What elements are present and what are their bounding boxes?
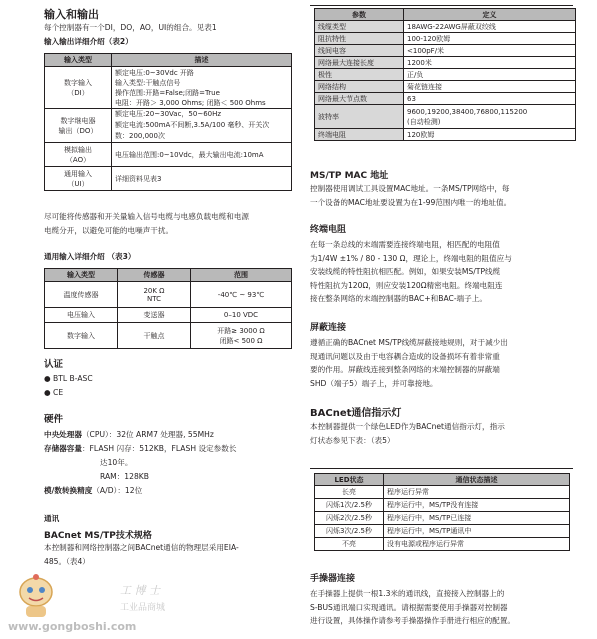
table-row xyxy=(315,486,570,499)
table-row xyxy=(315,105,576,129)
cell: 闪烁2次/2.5秒 xyxy=(315,512,384,525)
cell: 数字继电器 xyxy=(60,116,96,125)
cell: 变送器 xyxy=(143,311,165,319)
cell: <100pF/米 xyxy=(404,45,576,57)
table-row xyxy=(45,143,292,167)
cell: 阻抗特性 xyxy=(315,33,404,45)
table-row xyxy=(315,93,576,105)
robot-mascot-icon xyxy=(8,572,64,620)
cell: 63 xyxy=(404,93,576,105)
cell: 0–10 VDC xyxy=(223,311,259,319)
sensor-paragraph xyxy=(44,210,249,238)
cell: 线缆类型 xyxy=(315,21,404,33)
cell: （UI） xyxy=(67,179,89,188)
cell: 输入类型:干触点信号 xyxy=(115,78,181,87)
table-row xyxy=(45,323,292,349)
hand-operator-title: 手操器连接 xyxy=(310,574,356,584)
cell: 菊花链连接 xyxy=(404,81,576,93)
termination-title: 终端电阻 xyxy=(310,225,347,235)
cell: 电压输出范围:0~10Vdc，最大输出电流:10mA xyxy=(115,150,264,159)
led-text xyxy=(310,420,505,447)
cell: 网络最大连接长度 xyxy=(315,57,404,69)
table-row xyxy=(315,21,576,33)
cell: 温度传感器 xyxy=(45,282,118,308)
col-header: LED状态 xyxy=(315,474,384,486)
cell: 程序运行中，MS/TP通讯中 xyxy=(384,525,570,538)
hardware-specs xyxy=(44,428,236,498)
col-header: 输入类型 xyxy=(45,54,112,67)
cell: 20K Ω xyxy=(143,286,165,295)
cell: 电阻：开路＞ 3,000 Ohms; 闭路＜ 500 Ohms xyxy=(115,98,266,107)
cell: 终端电阻 xyxy=(315,129,404,141)
text-line: 控制器使用调试工具设置MAC地址。一条MS/TP网络中，每 xyxy=(310,184,510,193)
mac-text xyxy=(310,182,511,209)
text-line: 特性阻抗为120Ω，则应安装120Ω精密电阻。终端电阻连 xyxy=(310,280,503,290)
cell: 数：200,000次 xyxy=(115,132,165,140)
text-line: 进行设置，具体操作请参考手操器操作手册进行相应的配置。 xyxy=(310,616,516,625)
table-row xyxy=(315,45,576,57)
table-row xyxy=(315,81,576,93)
cell: 额定电压:0~30Vdc 开路 xyxy=(115,68,194,77)
cell: 波特率 xyxy=(315,105,404,129)
cell: 开路≥ 3000 Ω xyxy=(217,326,265,335)
spec-adc: 模/数转换精度（A/D）：12位 xyxy=(44,486,143,495)
cell: 闪烁1次/2.5秒 xyxy=(315,499,384,512)
cell: （AO） xyxy=(65,155,91,164)
cell: 电压输入 xyxy=(45,308,118,323)
cell: 程序运行中，MS/TP已连接 xyxy=(384,512,570,525)
cell: NTC xyxy=(147,294,161,303)
divider xyxy=(310,5,573,6)
led-title: BACnet通信指示灯 xyxy=(310,408,402,419)
text-line: 电缆分开，以避免可能的电噪声干扰。 xyxy=(44,226,174,235)
cell: 通用输入 xyxy=(64,169,92,178)
text-line: 灯状态参见下表：（表5） xyxy=(310,435,395,445)
io-intro: 每个控制器有一个DI，DO，AO，UI的组合。见表1 xyxy=(44,23,217,32)
divider xyxy=(310,468,573,469)
table-row xyxy=(315,538,570,551)
text-line: RAM：128KB xyxy=(100,472,149,481)
table-row xyxy=(45,308,292,323)
text-line: 安装线缆的特性阻抗相匹配。例如，如果安装MS/TP线缆 xyxy=(310,267,501,276)
spec-storage: 存储器容量：FLASH 闪存：512KB，FLASH 设定参数长 xyxy=(44,444,237,453)
table3-caption: 通用输入详细介绍 （表3） xyxy=(44,252,136,261)
cell: 没有电源或程序运行异常 xyxy=(384,538,570,551)
cell: 正/负 xyxy=(404,69,576,81)
text-line: 达10年。 xyxy=(100,458,133,467)
text-line: 尽可能将传感器和开关量输入信号电缆与电感负载电缆和电源 xyxy=(44,212,250,221)
table-row xyxy=(45,282,292,308)
table-row xyxy=(315,129,576,141)
cert-list xyxy=(44,372,93,400)
cell: 干触点 xyxy=(143,331,165,340)
text-line: 本控制器提供一个绿色LED作为BACnet通信指示灯，指示 xyxy=(310,422,505,431)
watermark-url: www.gongboshi.com xyxy=(8,620,137,633)
text-line: S-BUS通讯端口实现通讯。请根据需要使用手操器对控制器 xyxy=(310,602,508,612)
mstp-spec-text xyxy=(44,541,239,569)
cell: 闪烁3次/2.5秒 xyxy=(315,525,384,538)
table2-caption: 输入输出详细介绍（表2） xyxy=(44,37,133,46)
cell: 输出（DO） xyxy=(58,126,98,135)
cell: 极性 xyxy=(315,69,404,81)
text-line: 485。（表4） xyxy=(44,557,90,566)
cell: 100-120欧姆 xyxy=(404,33,576,45)
col-header: 描述 xyxy=(112,54,292,67)
hand-operator-text xyxy=(310,587,515,628)
ui-table xyxy=(44,268,292,349)
cell: 9600,19200,38400,76800,115200 (自动检测) xyxy=(404,105,576,129)
cell: 1200米 xyxy=(404,57,576,69)
text-line: 要的作用。屏蔽线连接到整条网络的末端控制器的屏蔽端 xyxy=(310,365,500,374)
shield-text xyxy=(310,336,508,390)
mstp-spec-table xyxy=(314,8,576,141)
table-row xyxy=(45,167,292,191)
table-row xyxy=(315,525,570,538)
cert-title: 认证 xyxy=(44,359,64,370)
cell: 闭路< 500 Ω xyxy=(219,336,263,345)
list-item: ● BTL B-ASC xyxy=(44,374,93,383)
spec-cpu: 中央处理器（CPU）：32位 ARM7 处理器, 55MHz xyxy=(44,430,214,439)
col-header: 参数 xyxy=(315,9,404,21)
text-line: 在每一条总线的末端需要连接终端电阻，相匹配的电阻值 xyxy=(310,240,500,249)
text-line: 一个设备的MAC地址要设置为在1-99范围内唯一的地址值。 xyxy=(310,197,512,207)
cell: 长亮 xyxy=(315,486,384,499)
table-row xyxy=(45,109,292,143)
io-title: 输入和输出 xyxy=(44,8,99,21)
cell: 模拟输出 xyxy=(64,145,92,154)
mac-title: MS/TP MAC 地址 xyxy=(310,171,389,181)
text-line: 本控制器和网络控制器之间BACnet通信的物理层采用EIA- xyxy=(44,543,239,552)
cell: 额定电流:500mA不间断,3.5A/100 毫秒、开关次 xyxy=(115,121,270,129)
text-line: 遵循正确的BACnet MS/TP线缆屏蔽接地规则，对于减少出 xyxy=(310,338,508,347)
cell: 额定电压:20~30Vac，50~60Hz xyxy=(115,110,222,118)
table-row xyxy=(315,57,576,69)
io-table xyxy=(44,53,292,191)
watermark-brand: 工 博 士 xyxy=(120,584,160,597)
mstp-spec-title: BACnet MS/TP技术规格 xyxy=(44,531,152,541)
cell: -40℃ ~ 93℃ xyxy=(217,290,265,299)
cell: 详细资料见表3 xyxy=(115,174,162,183)
table-row xyxy=(315,512,570,525)
col-header: 传感器 xyxy=(118,269,191,282)
table-row xyxy=(315,69,576,81)
cell: 线间电容 xyxy=(315,45,404,57)
cell: 120欧姆 xyxy=(404,129,576,141)
cell: 网络最大节点数 xyxy=(315,93,404,105)
col-header: 范围 xyxy=(191,269,292,282)
col-header: 通信状态描述 xyxy=(384,474,570,486)
text-line: 为1/4W ±1% / 80 - 130 Ω，理论上，终端电阻的阻值应与 xyxy=(310,253,512,263)
col-header: 定义 xyxy=(404,9,576,21)
cell: 18AWG-22AWG屏蔽双绞线 xyxy=(404,21,576,33)
cell: 网络结构 xyxy=(315,81,404,93)
cell: （DI） xyxy=(67,88,89,97)
text-line: 接在整条网络的末端控制器的BAC+和BAC-端子上。 xyxy=(310,294,487,303)
table-row xyxy=(315,33,576,45)
text-line: SHD（端子5）端子上，并可靠接地。 xyxy=(310,378,438,388)
list-item: ● CE xyxy=(44,388,64,397)
watermark-mall: 工业品商城 xyxy=(120,603,166,613)
shield-title: 屏蔽连接 xyxy=(310,323,347,333)
cell: 程序运行中，MS/TP没有连接 xyxy=(384,499,570,512)
cell: 数字输入 xyxy=(64,78,92,87)
table-row xyxy=(315,499,570,512)
text-line: 现通讯问题以及由于电容耦合造成的设备损坏有着非常重 xyxy=(310,351,500,361)
cell: 程序运行异常 xyxy=(384,486,570,499)
table-row xyxy=(45,67,292,109)
col-header: 输入类型 xyxy=(45,269,118,282)
text-line: 在手操器上提供一根1.3米的通讯线，直接接入控制器上的 xyxy=(310,589,505,598)
cell: 不亮 xyxy=(315,538,384,551)
hardware-title: 硬件 xyxy=(44,414,64,425)
comm-title: 通讯 xyxy=(44,514,60,523)
cell: 操作范围:开路=False;闭路=True xyxy=(115,88,220,97)
cell: 数字输入 xyxy=(45,323,118,349)
led-table xyxy=(314,473,570,551)
termination-text xyxy=(310,238,512,306)
